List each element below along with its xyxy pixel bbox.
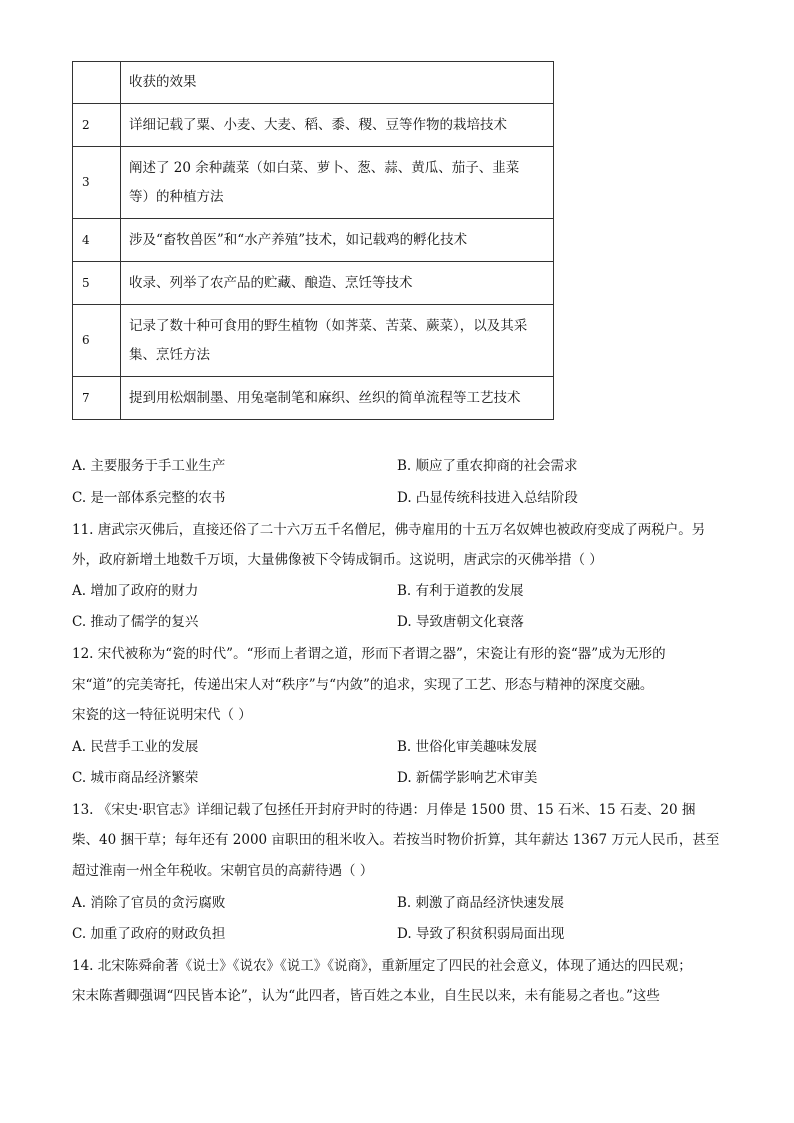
q13-option-a: A. 消除了官员的贪污腐败 [72, 895, 226, 911]
row-text: 收录、列举了农产品的贮藏、酿造、烹饪等技术 [121, 262, 554, 305]
row-text-line: 等）的种植方法 [129, 188, 224, 205]
table-row [73, 219, 554, 262]
q14-stem-line: 14. 北宋陈舜俞著《说士》《说农》《说工》《说商》，重新厘定了四民的社会意义，体现了通达的四民观； [72, 958, 692, 974]
q12-option-b: B. 世俗化审美趣味发展 [397, 739, 538, 755]
table-row [73, 62, 554, 104]
q13-option-c: C. 加重了政府的财政负担 [72, 926, 226, 942]
row-number: 7 [73, 377, 121, 420]
row-text: 详细记载了粟、小麦、大麦、稻、黍、稷、豆等作物的栽培技术 [121, 104, 554, 147]
row-number: 4 [73, 219, 121, 262]
q11-option-d: D. 导致唐朝文化衰落 [397, 614, 524, 630]
table-row [73, 104, 554, 147]
q12-stem-line: 宋瓷的这一特征说明宋代（ ） [72, 707, 252, 723]
q12-option-a: A. 民营手工业的发展 [72, 739, 199, 755]
q11-option-b: B. 有利于道教的发展 [397, 583, 524, 599]
q13-option-d: D. 导致了积贫积弱局面出现 [397, 926, 565, 942]
agri-techniques-table [72, 61, 554, 420]
q11-stem-line: 外，政府新增土地数千万顷，大量佛像被下令铸成铜币。这说明，唐武宗的灭佛举措（ ） [72, 552, 603, 568]
q13-stem-line: 柴、40 捆干草；每年还有 2000 亩职田的租米收入。若按当时物价折算，其年薪达 1367 万元人民币，甚至 [72, 832, 720, 848]
q10-option-b: B. 顺应了重农抑商的社会需求 [397, 458, 578, 474]
row-text: 收获的效果 [121, 62, 554, 104]
q13-option-b: B. 刺激了商品经济快速发展 [397, 895, 565, 911]
row-number: 3 [73, 147, 121, 219]
table-row [73, 262, 554, 305]
row-text: 涉及“畜牧兽医”和“水产养殖”技术，如记载鸡的孵化技术 [121, 219, 554, 262]
row-number: 6 [73, 305, 121, 377]
row-text-line: 记录了数十种可食用的野生植物（如荠菜、苦菜、蕨菜），以及其采 [129, 317, 528, 334]
row-text-line: 集、烹饪方法 [129, 346, 210, 363]
q10-option-d: D. 凸显传统科技进入总结阶段 [397, 490, 578, 506]
row-number [73, 62, 121, 104]
row-number: 2 [73, 104, 121, 147]
q12-option-d: D. 新儒学影响艺术审美 [397, 770, 538, 786]
q13-stem-line: 13. 《宋史·职官志》详细记载了包拯任开封府尹时的待遇：月俸是 1500 贯、15 石米、15 石麦、20 捆 [72, 802, 696, 818]
q14-stem-line: 宋末陈耆卿强调“四民皆本论”，认为“此四者，皆百姓之本业，自生民以来，未有能易之者也。”这些 [72, 988, 660, 1004]
row-number: 5 [73, 262, 121, 305]
table-row [73, 305, 554, 377]
q10-option-a: A. 主要服务于手工业生产 [72, 458, 226, 474]
q12-stem-line: 宋“道”的完美寄托，传递出宋人对“秩序”与“内敛”的追求，实现了工艺、形态与精神的深度交融。 [72, 677, 654, 693]
row-text-line: 阐述了 20 余种蔬菜（如白菜、萝卜、葱、蒜、黄瓜、茄子、韭菜 [129, 159, 520, 176]
q13-stem-line: 超过淮南一州全年税收。宋朝官员的高薪待遇（ ） [72, 863, 374, 879]
row-text [121, 147, 554, 219]
row-text [121, 305, 554, 377]
q12-option-c: C. 城市商品经济繁荣 [72, 770, 199, 786]
q11-stem-line: 11. 唐武宗灭佛后，直接还俗了二十六万五千名僧尼，佛寺雇用的十五万名奴婢也被政府变成了两税户。另 [72, 522, 706, 538]
q10-option-c: C. 是一部体系完整的农书 [72, 490, 226, 506]
q11-option-c: C. 推动了儒学的复兴 [72, 614, 199, 630]
q12-stem-line: 12. 宋代被称为“瓷的时代”。“形而上者谓之道，形而下者谓之器”，宋瓷让有形的瓷“器”成为无形的 [72, 646, 666, 662]
row-text: 提到用松烟制墨、用兔毫制笔和麻织、丝织的简单流程等工艺技术 [121, 377, 554, 420]
table-row [73, 147, 554, 219]
table-row [73, 377, 554, 420]
q11-option-a: A. 增加了政府的财力 [72, 583, 199, 599]
